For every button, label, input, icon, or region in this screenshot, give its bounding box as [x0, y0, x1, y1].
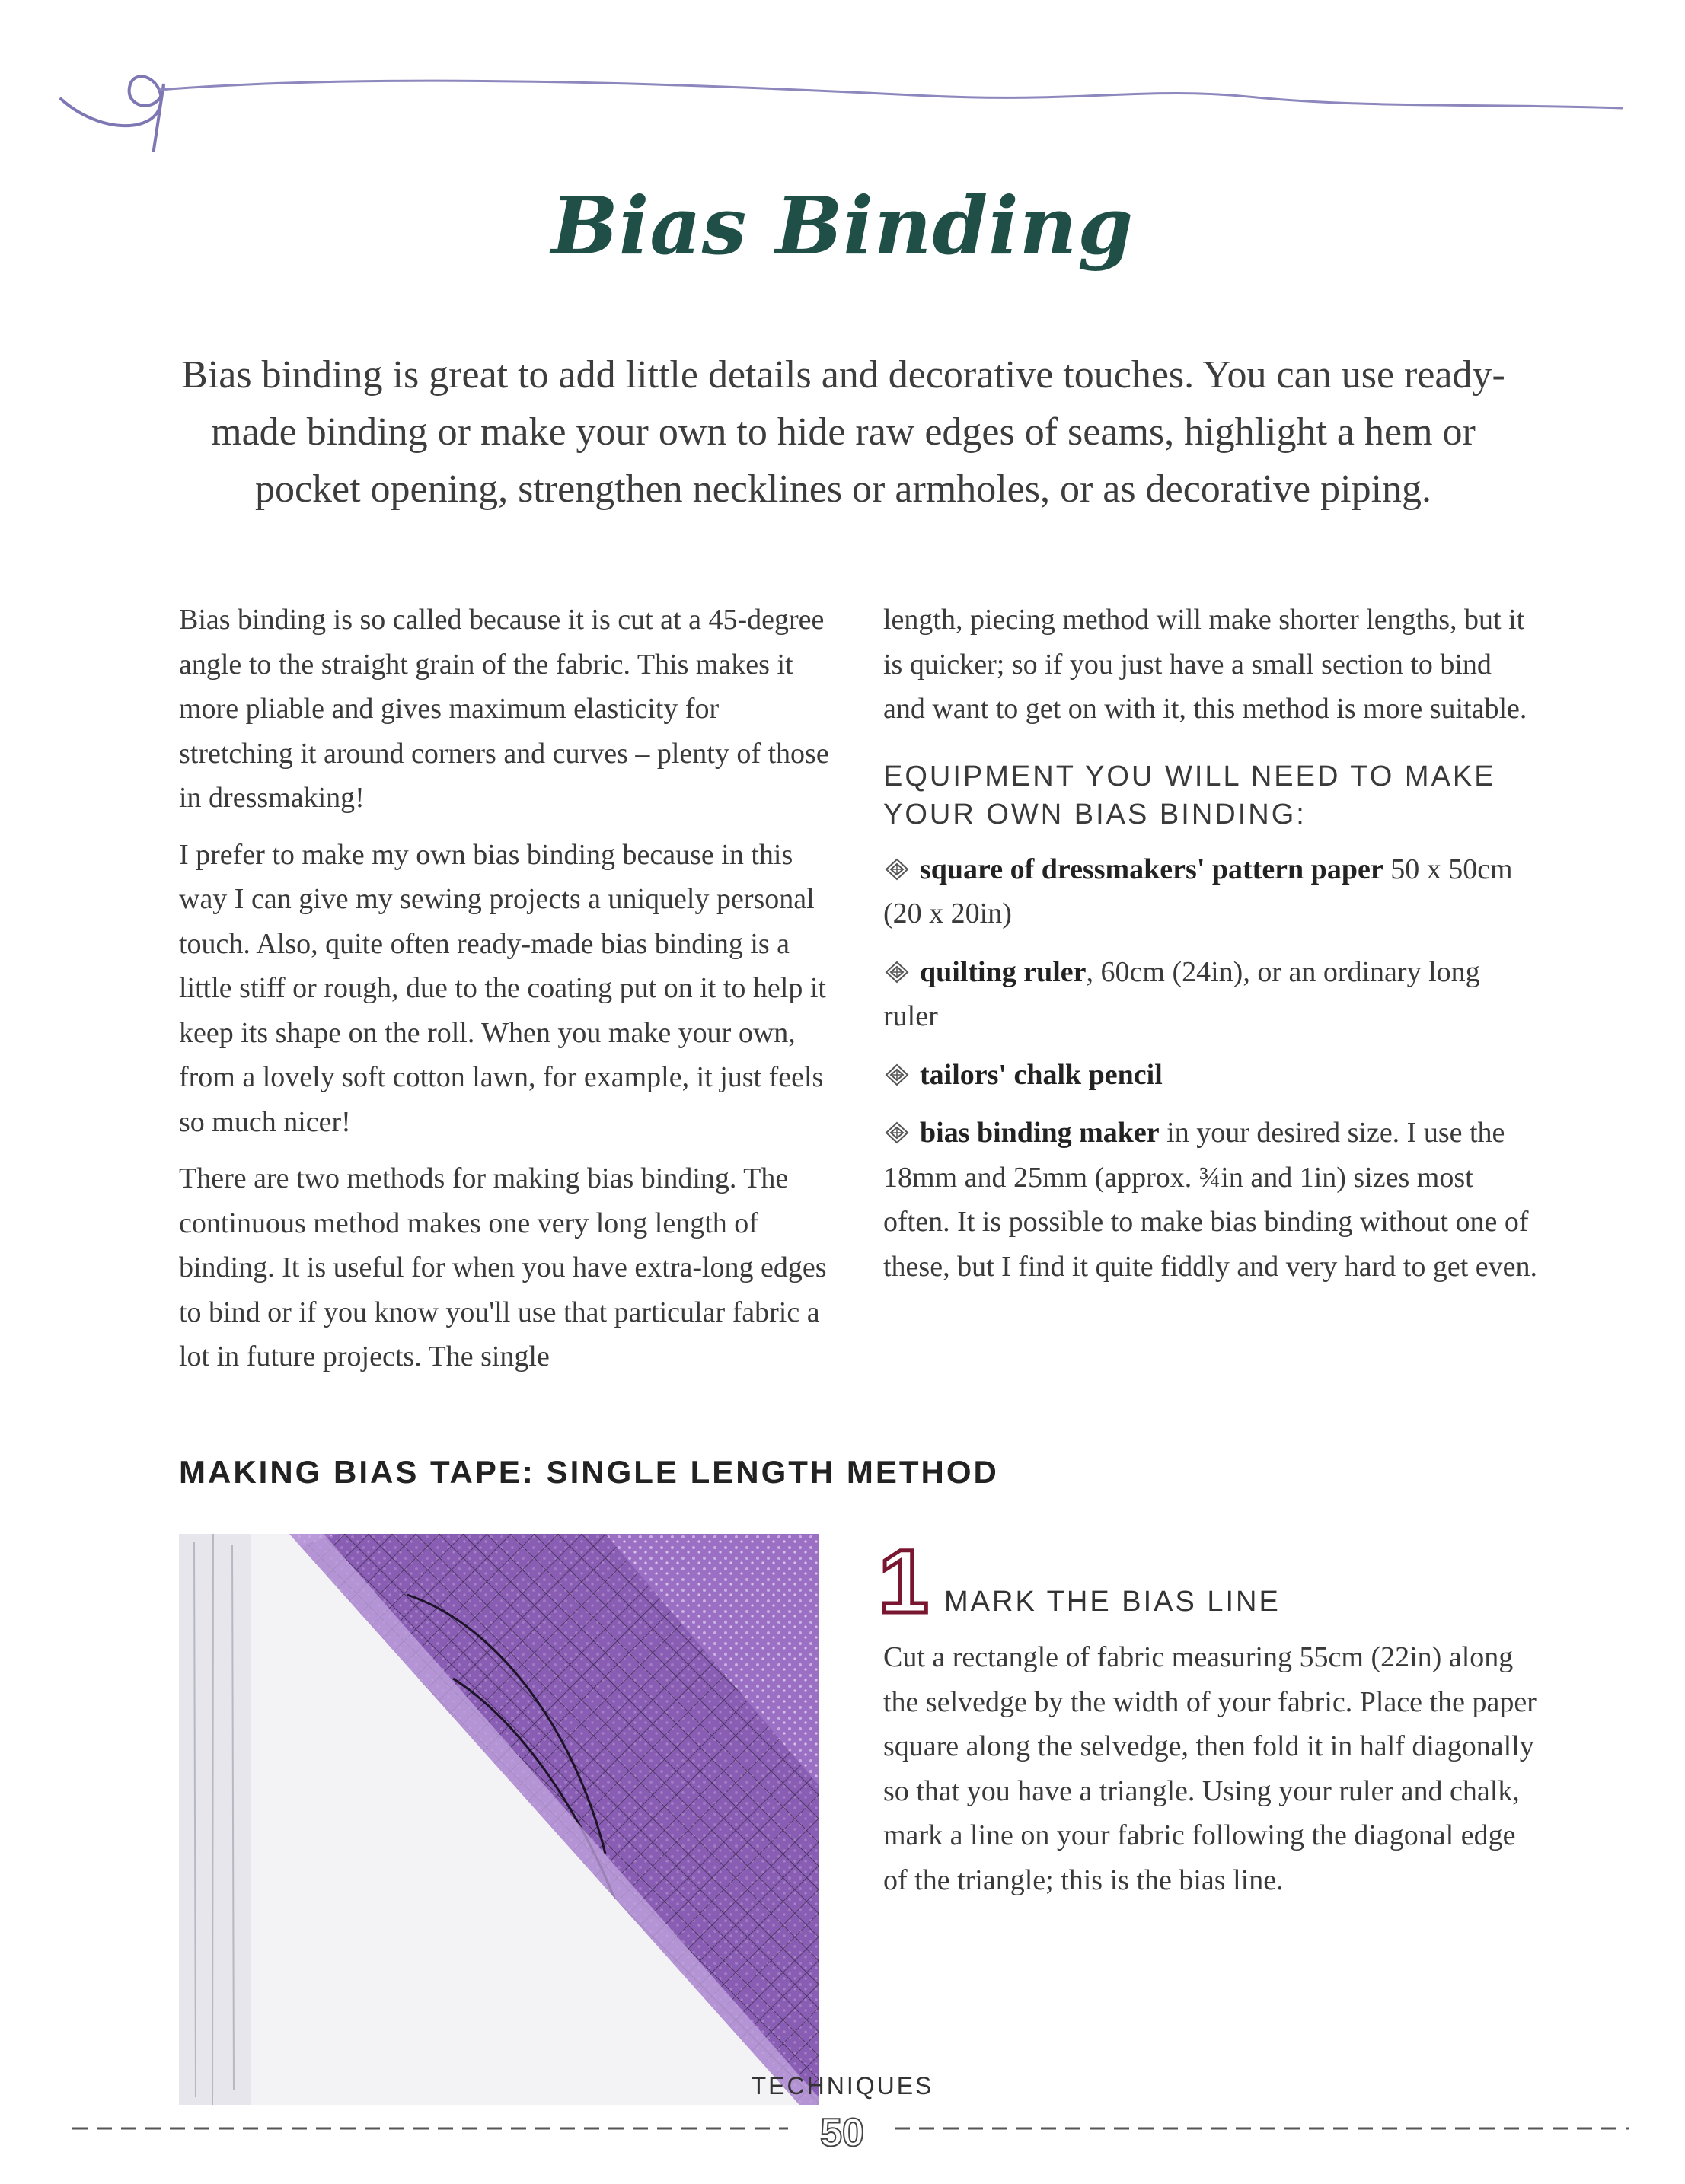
thread-decoration — [0, 0, 1685, 152]
equipment-detail: in your desired size. I use the 18mm and 25mm (approx. ¾in and 1in) sizes most often. It is possible to make bias binding without one of these, but I find it quite fiddly and very hard to get even. — [883, 1117, 1537, 1283]
page-title: Bias Binding — [550, 179, 1135, 273]
equipment-name: square of dressmakers' pattern paper — [920, 853, 1383, 885]
footer-label: TECHNIQUES — [751, 2072, 934, 2100]
intro-paragraph: Bias binding is great to add little details and decorative touches. You can use ready-made binding or make your own to hide raw edges of seams, highlight a hem or pocket opening, strengthen necklines or armholes, or as decorative piping. — [181, 353, 1505, 511]
equipment-detail: 50 x 50cm (20 x 20in) — [883, 853, 1513, 929]
step-heading: MARK THE BIAS LINE — [944, 1586, 1281, 1618]
equipment-name: tailors' chalk pencil — [920, 1058, 1163, 1091]
bullet-icon — [883, 1063, 911, 1086]
equipment-item — [883, 950, 1538, 1039]
paragraph: length, piecing method will make shorter lengths, but it is quicker; so if you just have a small section to bind and want to get on with it, this method is more suitable. — [883, 604, 1527, 725]
fabric-ruler-photo — [179, 1534, 819, 2105]
right-column — [883, 598, 1538, 1302]
step-text: Cut a rectangle of fabric measuring 55cm (22in) along the selvedge by the width of your fabric. Place the paper square along the selvedge, then fold it in half diagonally so that you have a triangle. Using your ruler and chalk, mark a line on your fabric following the diagonal edge of the triangle; this is the bias line. — [883, 1641, 1537, 1896]
bullet-icon — [883, 1121, 911, 1144]
left-column — [179, 598, 834, 1392]
equipment-item — [883, 1053, 1538, 1098]
equipment-detail: , 60cm (24in), or an ordinary long ruler — [883, 955, 1480, 1032]
step-number: 1 — [879, 1538, 929, 1621]
equipment-name: bias binding maker — [920, 1117, 1160, 1149]
equipment-item — [883, 1111, 1538, 1289]
equipment-heading: EQUIPMENT YOU WILL NEED TO MAKE YOUR OWN BIAS BINDING: — [883, 760, 1496, 831]
step-number-icon — [874, 1538, 935, 1621]
equipment-item — [883, 847, 1538, 936]
paragraph: Bias binding is so called because it is cut at a 45-degree angle to the straight grain of the fabric. This makes it more pliable and gives maximum elasticity for stretching it around corners and curves – plenty of those in dressmaking! — [179, 604, 829, 814]
equipment-name: quilting ruler — [920, 955, 1087, 988]
section-heading: MAKING BIAS TAPE: SINGLE LENGTH METHOD — [179, 1454, 999, 1490]
page-number: 50 — [820, 2111, 864, 2155]
paragraph: There are two methods for making bias binding. The continuous method makes one very long length of binding. It is useful for when you have extra-long edges to bind or if you know you'll use that particular fabric a lot in future projects. The single — [179, 1162, 827, 1373]
bullet-icon — [883, 961, 911, 984]
bullet-icon — [883, 858, 911, 881]
paragraph: I prefer to make my own bias binding because in this way I can give my sewing projects a uniquely personal touch. Also, quite often ready-made bias binding is a little stiff or rough, due to the coating put on it to help it keep its shape on the roll. When you make your own, from a lovely soft cotton lawn, for example, it just feels so much nicer! — [179, 838, 826, 1138]
